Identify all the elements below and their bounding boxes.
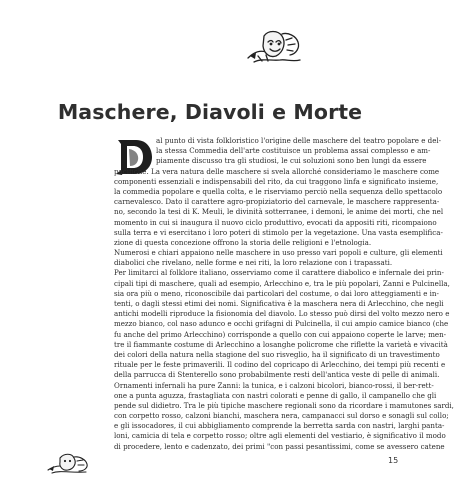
text-line: one a punta aguzza, frastagliata con nastri colorati e penne di gallo, il campanello che gli bbox=[114, 390, 437, 400]
text-line: al punto di vista folkloristico l'origine delle maschere del teatro popolare e del- bbox=[156, 136, 442, 145]
text-line: con corpetto rosso, calzoni bianchi, maschera nera, campanacci sul dorso e sonagli sul collo; bbox=[114, 411, 449, 421]
text-line: sia ora più o meno, riconoscibile dai particolari del costume, o dai loro atteggiamenti e in- bbox=[114, 288, 439, 298]
text-line: della parrucca di Stenterello sono probabilmente resti dell'antica veste di pelle di animali. bbox=[114, 370, 440, 380]
text-line: Ornamenti infernali ha pure Zanni: la tunica, e i calzoni bicolori, bianco-rossi, il ber-rett- bbox=[114, 380, 434, 390]
text-line: Per limitarci al folklore italiano, osserviamo come il carattere diabolico e infernale dei prin- bbox=[114, 268, 444, 278]
text-line: e gli issocadores, il cui abbigliamento comprende la berretta sarda con nastri, larghi panta- bbox=[114, 421, 445, 431]
text-line: diabolici che rivelano, nelle forme e nei riti, la loro relazione con i trapassati. bbox=[114, 258, 393, 268]
text-line: cipali tipi di maschere, quali ad esempio, Arlecchino e, tra le più popolari, Zanni e Pulcinella, bbox=[114, 278, 450, 288]
masks-ornament-icon bbox=[246, 28, 304, 66]
text-line: no, secondo la tesi di K. Meuli, le divinità sotterranee, i demoni, le anime dei morti, che nel bbox=[114, 207, 444, 217]
text-line: mezzo bianco, col naso adunco e occhi grifagni di Pulcinella, il cui ampio camice bianco (che bbox=[114, 319, 449, 329]
text-line: antichi modelli riproduce la fisionomia del diavolo. Lo stesso può dirsi del volto mezzo nero e bbox=[114, 309, 450, 319]
body-text bbox=[114, 136, 454, 452]
text-line: la stessa Commedia dell'arte costituisce un problema assai complesso e am- bbox=[156, 146, 431, 156]
text-line: componenti essenziali e indispensabili del rito, da cui traggono linfa e significato insieme, bbox=[114, 176, 439, 186]
text-line: tenti, o dagli stessi etimi dei nomi. Significativa è la maschera nera di Arlecchino, che negli bbox=[114, 299, 444, 308]
text-line: dei colori della natura nella stagione del suo risveglio, ha il significato di un travestimento bbox=[114, 349, 440, 359]
text-line: loni, camicia di tela e corpetto rosso; oltre agli elementi del vestiario, è significativo il modo bbox=[114, 431, 446, 441]
text-line: carnevalesco. Dato il carattere agro-propiziatorio del carnevale, le maschere rappresenta- bbox=[114, 197, 440, 207]
text-line: fu anche del primo Arlecchino) corrisponde a quello con cui appaiono coperte le larve; men- bbox=[114, 329, 447, 339]
text-line: zione di questa concezione offrono la storia delle religioni e l'etnologia. bbox=[114, 237, 372, 247]
text-line: la commedia popolare e quella colta, e le riserviamo perciò nella sequenza dello spettacolo bbox=[114, 186, 443, 196]
masks-ornament-icon bbox=[46, 452, 90, 474]
text-line: piamente discusso tra gli studiosi, le cui soluzioni sono ben lungi da essere bbox=[156, 156, 427, 166]
text-line: di procedere, lento e cadenzato, dei primi "con passi pesantissimi, come se avessero catene bbox=[114, 441, 445, 451]
text-line: Numerosi e chiari appaiono nelle maschere in uso presso vari popoli e culture, gli elementi bbox=[114, 248, 443, 258]
text-line: rituale per le feste primaverili. Il codino del copricapo di Arlecchino, dei tempi più recenti e bbox=[114, 360, 446, 370]
text-line: tre il fiammante costume di Arlecchino a losanghe policrome che riflette la varietà e vivacità bbox=[114, 339, 448, 349]
page-title: Maschere, Diavoli e Morte bbox=[57, 99, 363, 124]
text-line: momento in cui si inaugura il nuovo ciclo produttivo, evocati da appositi riti, ricompaiono bbox=[114, 217, 437, 227]
text-line: sulla terra e vi esercitano i loro poteri di stimolo per la vegetazione. Una vasta esemplifica- bbox=[114, 227, 443, 237]
page-number: 15 bbox=[388, 456, 399, 465]
text-line: pende sul didietro. Tra le più tipiche maschere regionali sono da ricordare i mamutones sardi, bbox=[114, 400, 454, 410]
text-line: pacifiche. La vera natura delle maschere si svela allorché consideriamo le maschere come bbox=[114, 166, 440, 176]
